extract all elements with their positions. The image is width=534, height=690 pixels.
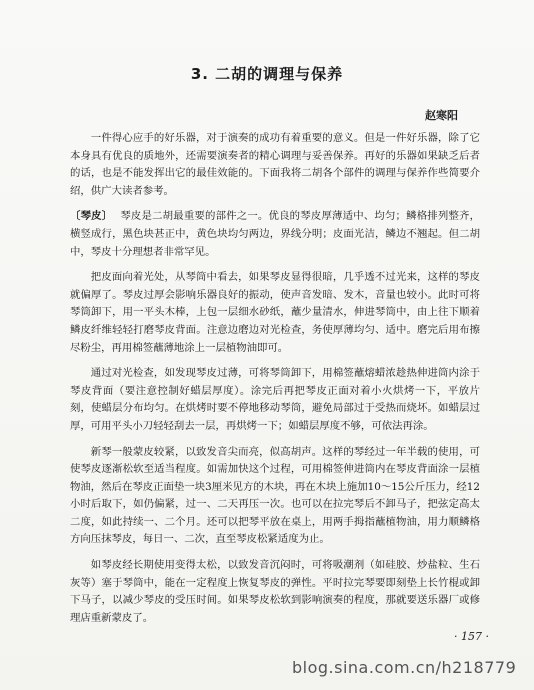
paragraph-intro: 一件得心应手的好乐器，对于演奏的成功有着重要的意义。但是一件好乐器，除了它本身具有优良的质地外，还需要演奏者的精心调理与妥善保养。再好的乐器如果缺乏后者的话，也是不能发挥出它的最佳效能的。下面我将二胡各个部件的调理与保养作些简要介绍，供广大读者参考。 [70,132,480,197]
section-tag: 〔琴皮〕 [70,210,113,223]
paragraph-4: 新琴一般蒙皮较紧，以致发音尖而亮，似高胡声。这样的琴经过一年半载的使用，可使琴皮逐渐松软至适当程度。如需加快这个过程，可用棉签伸进筒内在琴皮背面涂一层植物油，然后在琴皮正面垫一块3厘米见方的木块，再在木块上施加10～15公斤压力，经12小时后取下，如仍偏紧，过一、二天再压一次。也可以在拉完琴后不卸马子，把弦定高太二度，如此持续一、二个月。还可以把琴平放在桌上，用两手拇指蘸植物油，用力顺鳞格方向压抹琴皮，每日一、二次，直至琴皮松紧适度为止。 [70,445,480,546]
article-title: 3. 二胡的调理与保养 [190,65,344,83]
paragraph-5: 如琴皮经长期使用变得太松，以致发音沉闷时，可将吸潮剂（如硅胶、炒盐粒、生石灰等）塞于琴筒中，能在一定程度上恢复琴皮的弹性。平时拉完琴要即刻垫上长竹棍或卸下马子，以减少琴皮的受压时间。如果琴皮松软到影响演奏的程度，那就要送乐器厂或修理店重新蒙皮了。 [70,559,480,624]
watermark: blog.sina.com.cn/h218779 [292,658,517,677]
paragraph-2: 把皮面向着光处，从琴筒中看去，如果琴皮显得很暗，几乎透不过光来，这样的琴皮就偏厚了。琴皮过厚会影响乐器良好的振动，使声音发暗、发木，音量也较小。此时可将琴筒卸下，用一平头木棒，上包一层细水砂纸，蘸少量清水，伸进琴筒中，由上往下顺着鳞皮纤维轻轻打磨琴皮背面。注意边磨边对光检查，务使厚薄均匀、适中。磨完后用布擦尽粉尘，再用棉签蘸薄地涂上一层植物油即可。 [70,271,480,354]
page-number: · 157 · [454,630,489,643]
paragraph-section-qinpi [70,208,480,261]
article-author: 赵寒阳 [425,109,458,122]
paragraph-3: 通过对光检查，如发现琴皮过薄，可将琴筒卸下，用棉签蘸熔蜡浓趁热伸进筒内涂于琴皮背面（要注意控制好蜡层厚度）。涂完后再把琴皮正面对着小火烘烤一下，平放片刻，使蜡层分布均匀。在烘烤时要不停地移动琴筒，避免局部过于受热而烧坏。如蜡层过厚，可用平头小刀轻轻刮去一层，再烘烤一下；如蜡层厚度不够，可依法再涂。 [70,367,480,432]
article-body [70,130,480,635]
section-text: 琴皮是二胡最重要的部件之一。优良的琴皮厚薄适中、均匀；鳞格排列整齐，横竖成行，黑色块甚正中，黄色块均匀两边，界线分明；皮面光洁，鳞边不翘起。但二胡中，琴皮十分理想者非常罕见。 [70,210,481,258]
